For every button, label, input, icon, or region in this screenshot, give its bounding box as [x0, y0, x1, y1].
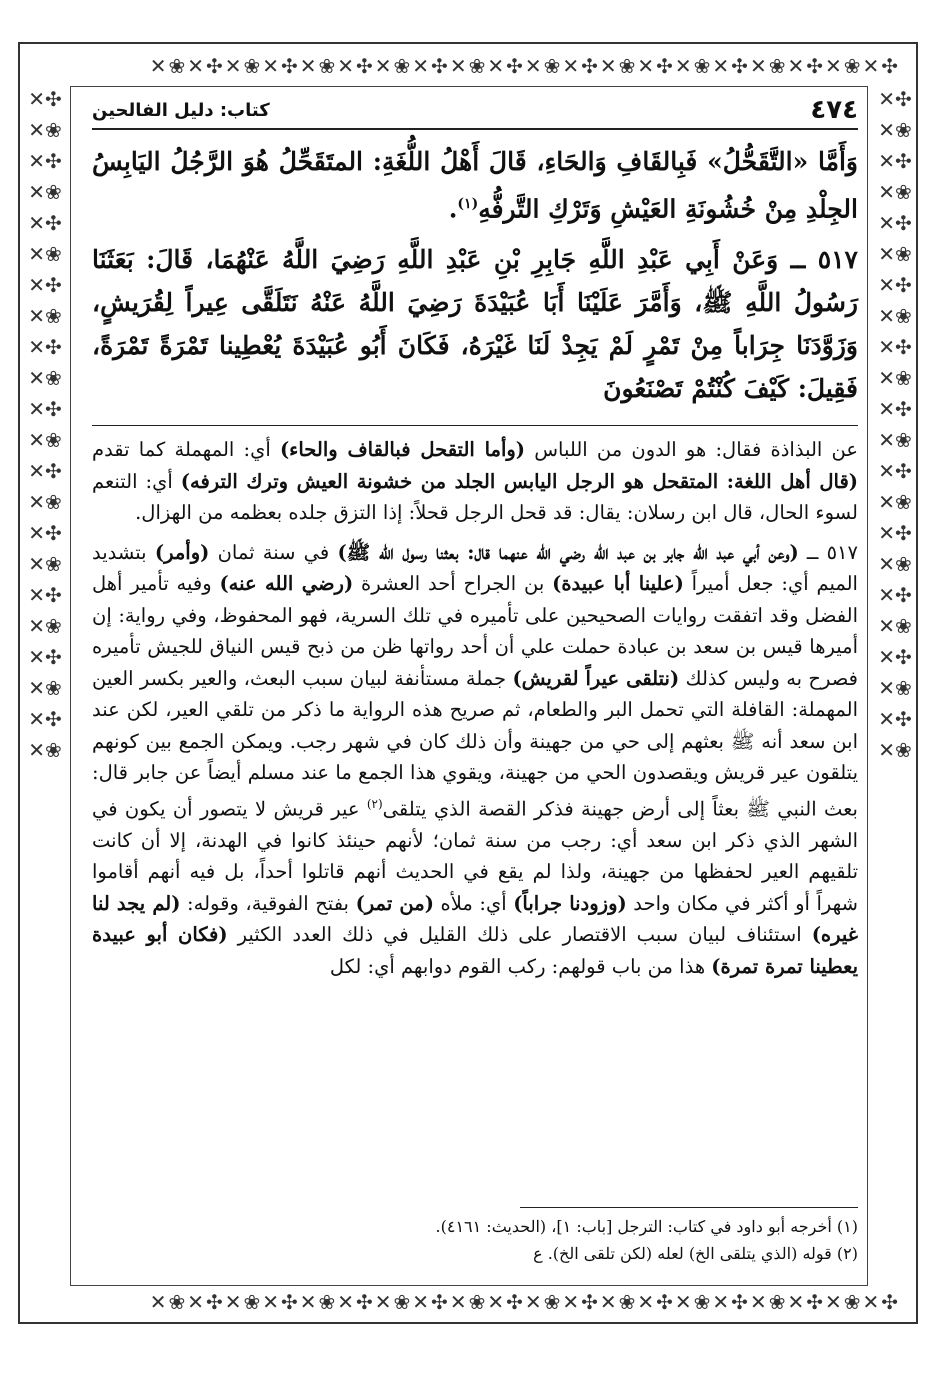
quoted-matn-segment: (وعن أبي عبد الله جابر بن عبد الله رضي الله عنهما قال: بعثنا رسول الله ﷺ) — [337, 540, 799, 564]
quoted-matn-segment: (من تمر) — [355, 891, 434, 915]
commentary-segment: عير قريش لا يتصور أن يكون في الشهر الذي ذكر ابن سعد أي: رجب من سنة ثمان؛ لأنهم حينئذ كانوا في الهدنة، إلا أن كانت تلقيهم العير لحفظها من جهينة، ولذا لم يقع في الحديث أنهم قاتلوا أحداً، بل فيه أنهم أقاموا شهراً أو أكثر في مكان واحد — [92, 797, 858, 915]
page-number: ٤٧٤ — [810, 95, 858, 125]
matn-paragraph-2: ٥١٧ ــ وَعَنْ أَبِي عَبْدِ اللَّهِ جَابِرِ بْنِ عَبْدِ اللَّهِ رَضِيَ اللَّهُ عَنْهُمَا، قَالَ: بَعَثَنَا رَسُولُ اللَّهِ ﷺ، وَأَمَّرَ عَلَيْنَا أَبَا عُبَيْدَةَ رَضِيَ اللَّهُ عَنْهُ نَتَلَقَّى عِيراً لِقُرَيشٍ، وَزَوَّدَنَا جِرَاباً مِنْ تَمْرٍ لَمْ يَجِدْ لَنَا غَيْرَهُ، فَكَانَ أَبُو عُبَيْدَةَ يُعْطِينا تَمْرَةً تَمْرَةً، فَقِيلَ: كَيْفَ كُنْتُمْ تَصْنَعُونَ — [92, 245, 859, 404]
commentary-segment: بن الجراح أحد العشرة — [353, 572, 553, 595]
commentary-segment: وفيه تأمير أهل الفضل وقد اتفقت روايات الصحيحين على تأميره في تلك السرية، فهو المحفوظ، وفي رواية: إن أميرها قيس بن سعد بن عبادة حملت علي أن أحد رواتها ظن من ذبح قيس النياق للجيش تأميره فصرح به وليس كذلك — [92, 572, 858, 690]
commentary-segment: بفتح الفوقية، وقوله: — [180, 891, 356, 915]
matn-text — [92, 140, 858, 418]
quoted-matn-segment: (وزودنا جراباً) — [513, 891, 627, 915]
header-divider — [92, 128, 858, 130]
commentary-segment: أي: المهملة كما تقدم — [92, 438, 280, 461]
sharh-text — [92, 434, 858, 990]
quoted-matn-segment: (علينا أبا عبيدة) — [552, 572, 684, 595]
book-title: كتاب: دليل الفالحين — [92, 99, 270, 121]
quoted-matn-segment: (وأما التقحل فبالقاف والحاء) — [279, 438, 526, 461]
commentary-segment: أي: ملأه — [433, 891, 514, 915]
footnote-2: (٢) قوله (الذي يتلقى الخ) لعله (لكن تلقى الخ). ع — [533, 1244, 858, 1263]
ornament-right: ✣✕❀✕✣✕❀✕✣✕❀✕✣✕❀✕✣✕❀✕✣✕❀✕✣✕❀✕✣✕❀✕✣✕❀✕✣✕❀✕✣✕❀✕ — [878, 87, 912, 762]
commentary-segment: جملة مستأنفة لبيان سبب البعث، والعير بكسر العين المهملة: القافلة التي تحمل البر والطعام، ثم صريح هذه الرواية ما ذكر من تلقي العير، لكن عند ابن سعد أنه ﷺ بعثهم إلى حي من جهينة وأن ذلك كان في شهر رجب. ويمكن الجمع بين كونهم يتلقون عير قريش ويقصدون الحي من جهينة، ويقوي هذا الجمع ما عند مسلم أيضاً عن جابر قال: بعث النبي ﷺ بعثاً إلى أرض جهينة فذكر القصة الذي يتلقى — [92, 666, 858, 820]
quoted-matn-segment: (فكان أبو عبيدة يعطينا تمرة تمرة) — [92, 923, 858, 978]
quoted-matn-segment: (رضي الله عنه) — [219, 572, 354, 595]
footnotes — [92, 1213, 858, 1267]
sharh-paragraph-1 — [92, 434, 858, 529]
page-header — [92, 95, 858, 125]
footnote-marker: (٢) — [366, 796, 383, 811]
quoted-matn-segment: (لم يجد لنا غيره) — [92, 891, 858, 946]
commentary-segment: استئناف لبيان سبب الاقتصار على ذلك القليل في ذلك العدد الكثير — [227, 923, 812, 946]
quoted-matn-segment: (قال أهل اللغة: المتقحل هو الرجل اليابس الجلد من خشونة العيش وترك الترفه) — [180, 469, 858, 493]
footnote-1: (١) أخرجه أبو داود في كتاب: الترجل [باب: ١]، (الحديث: ٤١٦١). — [435, 1217, 858, 1236]
commentary-segment: أي: التنعم لسوء الحال، قال ابن رسلان: يقال: قد قحل الرجل قحلاً: إذا التزق جلده بعظمه من الهزال. — [92, 469, 858, 524]
commentary-segment: هذا من باب قولهم: ركب القوم دوابهم أي: لكل — [329, 954, 712, 978]
matn-paragraph-1: وَأَمَّا «التَّقَحُّلُ» فَبِالقَافِ وَالحَاءِ، قَالَ أَهْلُ اللُّغَةِ: المتَقَحِّلُ هُوَ الرَّجُلُ اليَابِسُ الجِلْدِ مِنْ خُشُونَةِ العَيْشِ وَتَرْكِ التَّرفُّهِ$^{(١)}$. — [92, 147, 858, 224]
commentary-segment: ٥١٧ ــ — [798, 540, 858, 564]
sharh-paragraph-2 — [92, 537, 858, 983]
commentary-segment: عن البذاذة فقال: هو الدون من اللباس — [525, 438, 858, 461]
matn-sharh-divider — [92, 425, 858, 426]
commentary-segment: في سنة ثمان — [209, 540, 338, 564]
ornament-top: ✣✕❀✕✣✕❀✕✣✕❀✕✣✕❀✕✣✕❀✕✣✕❀✕✣✕❀✕✣✕❀✕✣✕❀✕✣✕❀✕ — [149, 54, 900, 78]
quoted-matn-segment: (نتلقى عيراً لقريش) — [512, 666, 680, 690]
commentary-segment: بتشديد الميم أي: جعل أميراً — [92, 540, 858, 595]
ornament-left: ✣✕❀✕✣✕❀✕✣✕❀✕✣✕❀✕✣✕❀✕✣✕❀✕✣✕❀✕✣✕❀✕✣✕❀✕✣✕❀✕✣✕❀✕ — [28, 87, 62, 762]
ornament-bottom: ✣✕❀✕✣✕❀✕✣✕❀✕✣✕❀✕✣✕❀✕✣✕❀✕✣✕❀✕✣✕❀✕✣✕❀✕✣✕❀✕ — [149, 1290, 900, 1314]
footnote-divider — [520, 1207, 858, 1208]
quoted-matn-segment: (وأمر) — [154, 540, 210, 564]
footnote-marker-1: (١) — [457, 196, 479, 212]
